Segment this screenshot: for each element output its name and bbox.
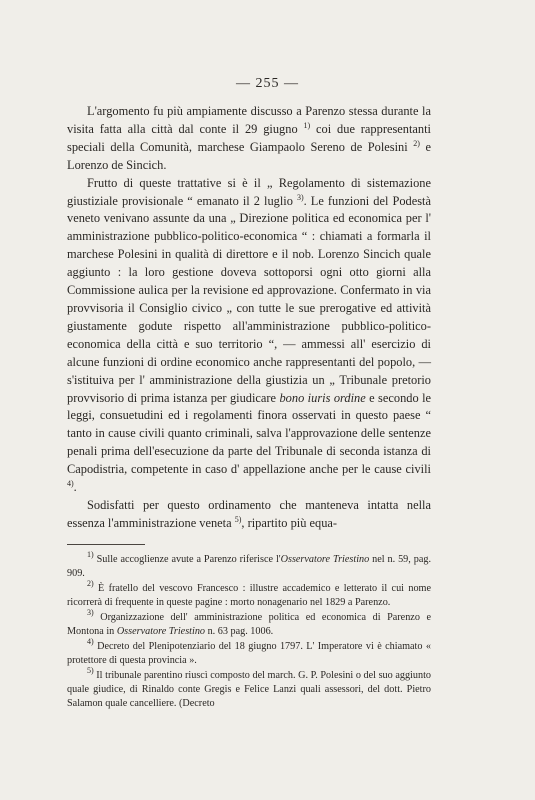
footnote-marker: 2) bbox=[413, 138, 420, 148]
text-run: È fratello del vescovo Francesco : illustre accademico e letterato il cui nome ricorrerà di frequente in queste pagine : morto nonagenario nel 1829 a Parenzo. bbox=[67, 582, 431, 609]
footnote bbox=[67, 550, 432, 581]
footnote bbox=[67, 665, 431, 712]
text-run: Il tribunale parentino riuscì composto del march. G. P. Polesini o del suo aggiunto quale giudice, di Rinaldo conte Gregis e Felice Lanzi quali assessori, del dott. Pietro Salamon quale cancelliere. (Decreto bbox=[67, 669, 431, 710]
text-run: . Le funzioni del Podestà veneto venivano assunte da una „ Direzione politica ed economica per l' amministrazione pubblico-politico-economica “ : chiamati a formarla il marchese Polesini in qualità di direttore e il nob. Lorenzo Sincich quale aggiunto : la loro gestione doveva sottoporsi ogni otto giorni alla Commissione aulica per la revisione ed approvazione. Confermato in via provvisoria il Consiglio civico „ con tutte le sue prerogative ed attività giustamente godute rispetto all'amministrazione pubblico-politico-economica della città e suo territorio “, — ammessi all' esercizio di alcune funzioni di ordine economico anche rappresentanti del popolo, — s'istituiva per l' amministrazione della giustizia un „ Tribunale pretorio provvisorio di prima istanza per giudicare bbox=[67, 193, 431, 405]
text-run: coi due rappresentanti speciali della Comunità, marchese Giampaolo Sereno de Polesini bbox=[67, 121, 431, 154]
footnote-marker: 2) bbox=[87, 578, 94, 588]
footnote-marker: 1) bbox=[87, 550, 94, 559]
text-run: n. 63 pag. 1006. bbox=[205, 626, 274, 638]
text-run: nel n. 59, pag. 909. bbox=[67, 554, 432, 580]
italic-text: Osservatore Triestino bbox=[116, 626, 206, 638]
footnote-marker: 5) bbox=[87, 665, 94, 675]
text-run: e secondo le leggi, consuetudini ed i regolamenti finora osservati in questo paese “ tanto in cause civili quanto criminali, salva l'approvazione delle sentenze penali prima dell'esecuzione da parte del Tribunale di seconda istanza di Capodistria, competente in caso d' appellazione anche per le cause civili bbox=[67, 390, 432, 477]
italic-text: Osservatore Triestino bbox=[280, 554, 370, 565]
main-text bbox=[67, 103, 431, 533]
footnote bbox=[67, 607, 431, 639]
footnotes bbox=[67, 550, 432, 712]
text-run: Frutto di queste trattative si è il „ Regolamento di sistemazione giustiziale provisionale “ emanato il 2 luglio bbox=[67, 175, 431, 208]
footnote-divider bbox=[67, 544, 145, 545]
footnote bbox=[67, 636, 431, 668]
footnote bbox=[67, 578, 431, 610]
footnote-marker: 4) bbox=[87, 636, 94, 646]
text-run: Organizzazione dell' amministrazione politica ed economica di Parenzo e Montona in bbox=[67, 611, 431, 638]
paragraph bbox=[67, 103, 431, 175]
page-number: — 255 — bbox=[236, 76, 299, 91]
paragraph bbox=[67, 175, 431, 497]
footnote-marker: 3) bbox=[87, 607, 94, 617]
paragraph bbox=[67, 497, 431, 533]
text-run: . bbox=[73, 480, 77, 495]
text-run: Sulle accoglienze avute a Parenzo riferisce l' bbox=[93, 554, 281, 565]
italic-text: bono iuris ordine bbox=[279, 390, 366, 405]
footnote-marker: 1) bbox=[303, 120, 311, 130]
footnote-marker: 5) bbox=[234, 514, 242, 524]
text-run: , ripartito più equa- bbox=[241, 515, 338, 530]
text-run: Sodisfatti per questo ordinamento che manteneva intatta nella essenza l'amministrazione veneta bbox=[67, 497, 431, 530]
text-run: L'argomento fu più ampiamente discusso a Parenzo stessa durante la visita fatta alla città dal conte il 29 giugno bbox=[67, 104, 431, 136]
footnote-marker: 4) bbox=[67, 479, 74, 489]
text-run: e Lorenzo de Sincich. bbox=[67, 139, 431, 172]
text-run: Decreto del Plenipotenziario del 18 giugno 1797. L' Imperatore vi è chiamato « protettore di questa provincia ». bbox=[67, 640, 431, 666]
footnote-marker: 3) bbox=[296, 192, 304, 202]
